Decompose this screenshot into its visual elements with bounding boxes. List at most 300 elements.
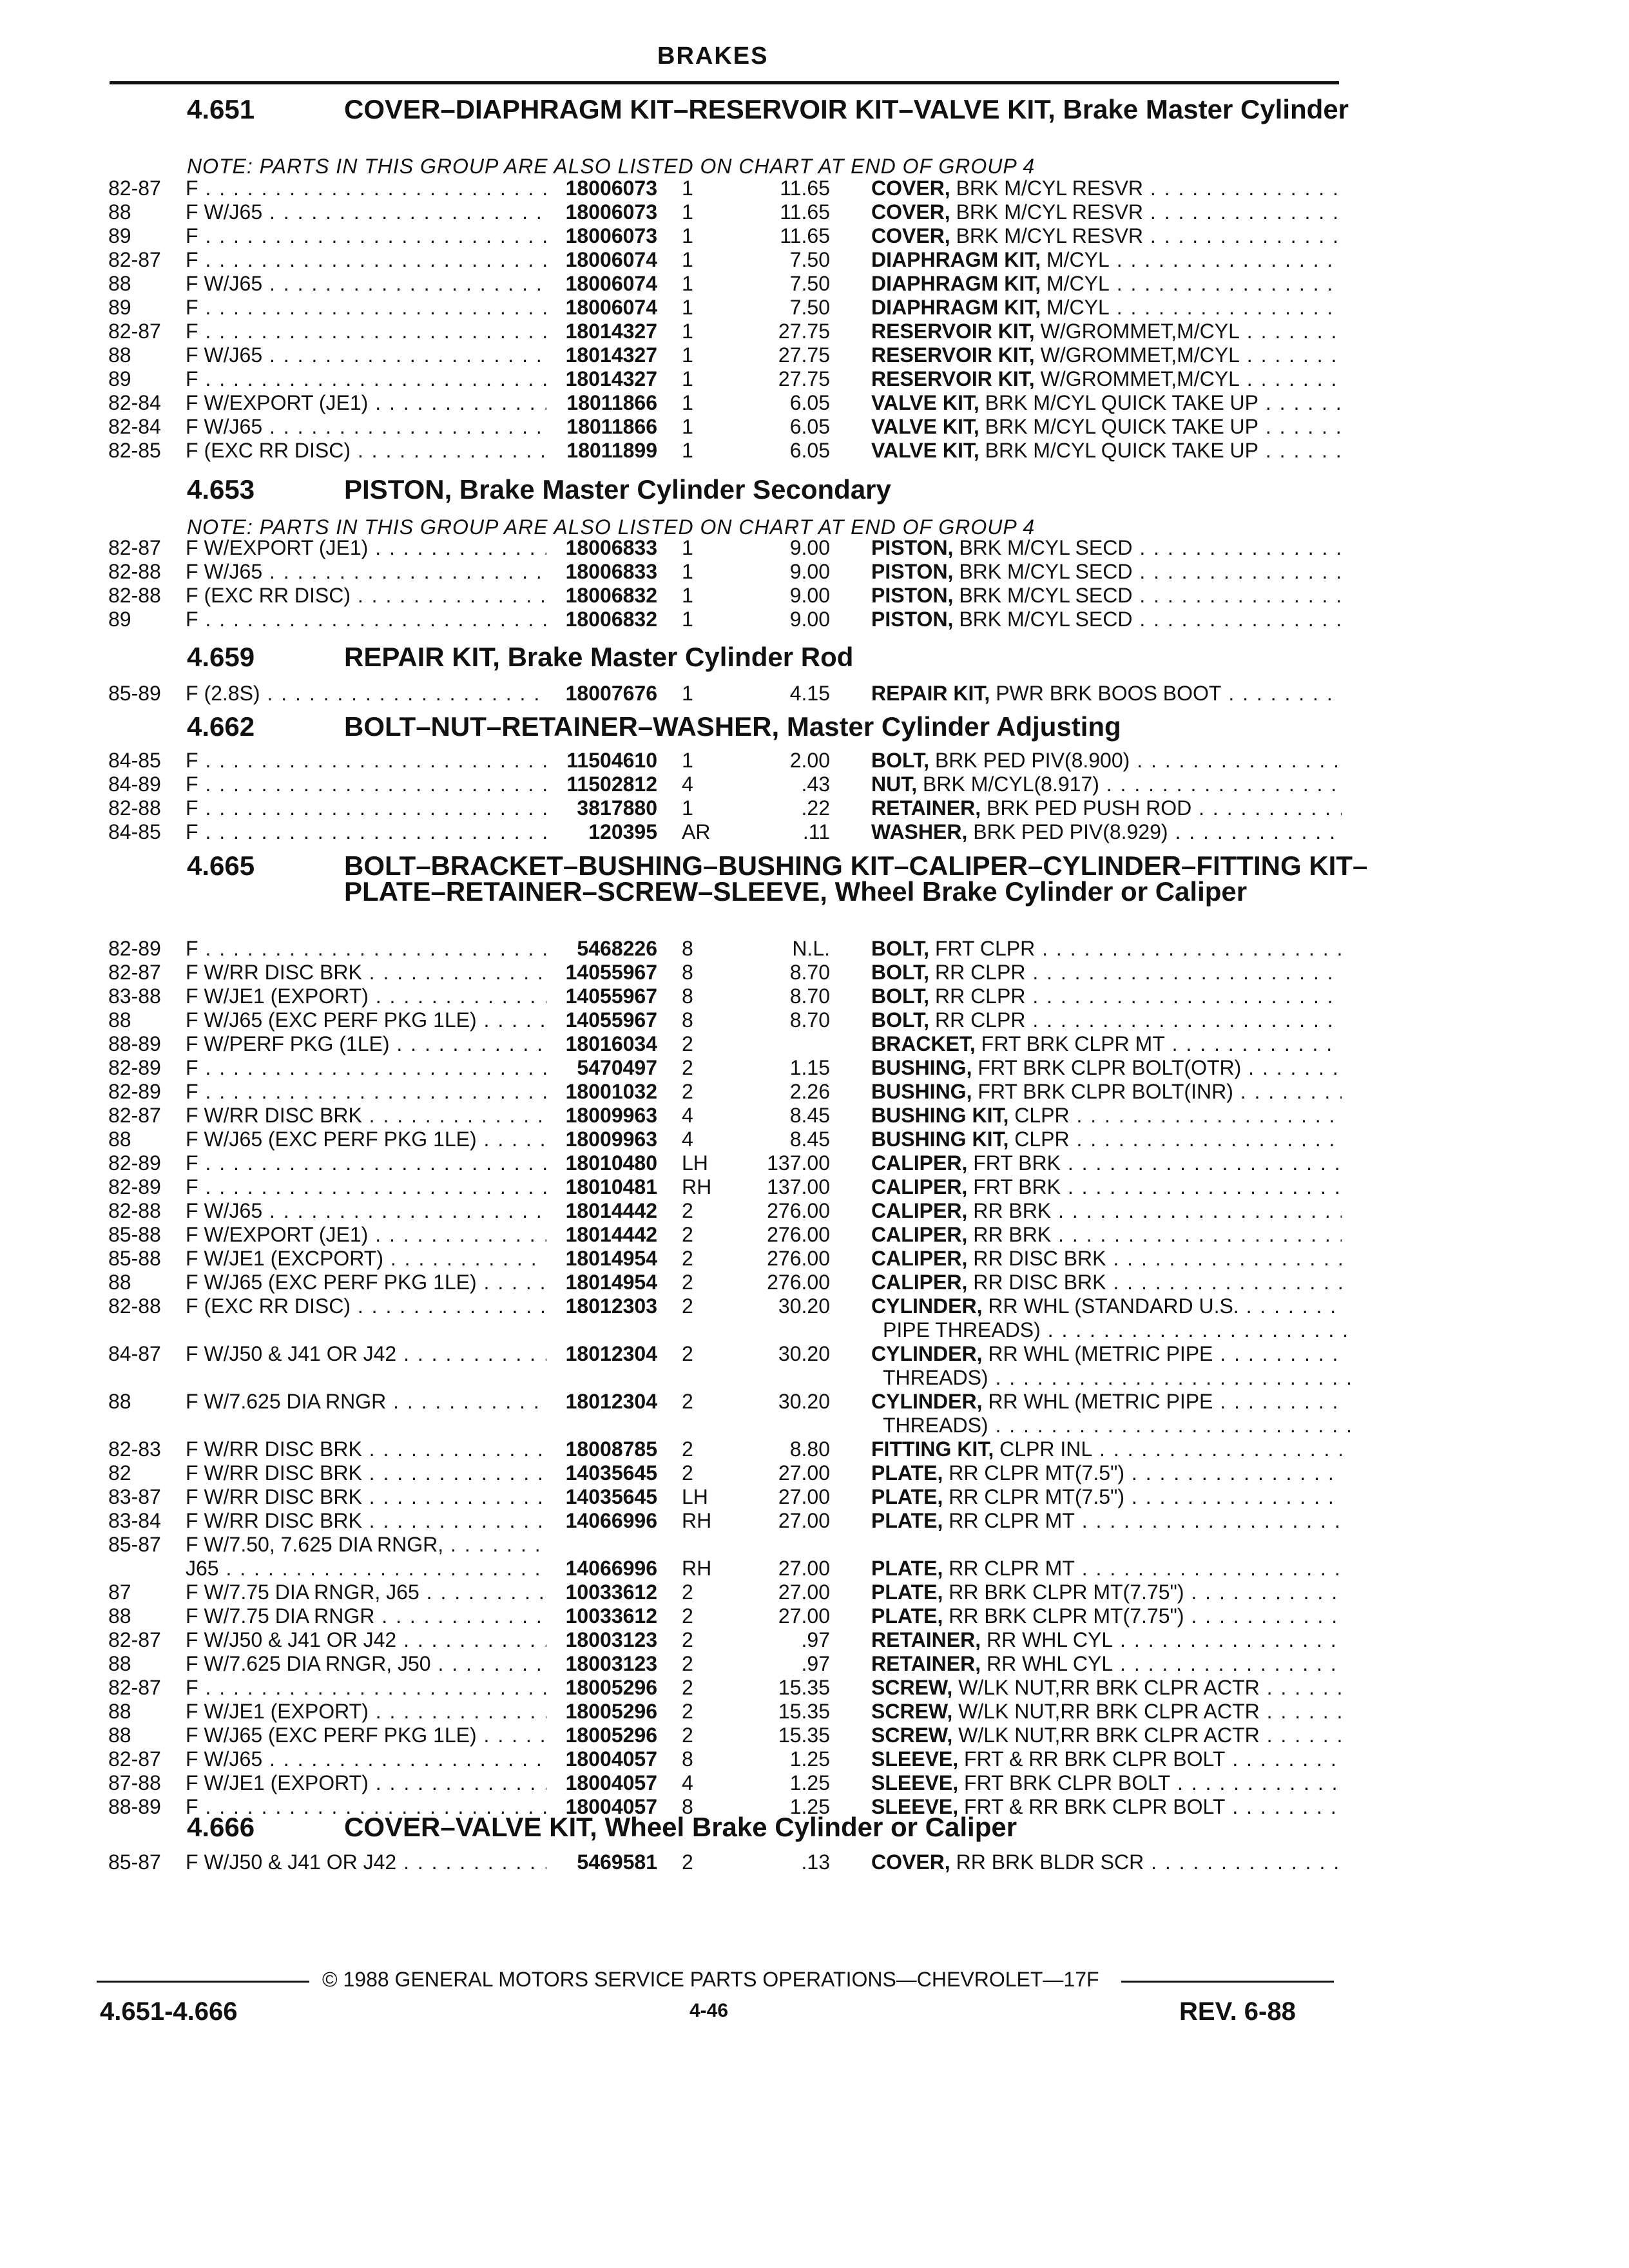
part-number: 5470497 [577,1056,657,1079]
part-name-noun: RETAINER, [871,796,981,820]
table-row [0,1581,1629,1604]
table-row [0,439,1629,463]
part-name-noun: PISTON, [871,584,954,607]
table-row [0,1223,1629,1247]
list-price: 7.50 [789,272,830,295]
part-number: 18006833 [565,560,657,583]
application-description: F W/7.75 DIA RNGR, J65 . . . [186,1581,546,1604]
part-name-detail: BRK M/CYL RESVR [950,200,1144,224]
part-number: 14055967 [565,961,657,984]
model-years: 82-88 [108,1294,161,1318]
part-name [871,985,1342,1008]
quantity: 2 [682,1581,693,1604]
part-name-noun: WASHER, [871,820,968,843]
part-number: 18009963 [565,1104,657,1127]
quantity: 8 [682,1795,693,1818]
part-name [871,1128,1342,1151]
table-row [0,1557,1629,1581]
part-number: 18006073 [565,200,657,224]
table-row [0,536,1629,560]
part-name-detail: FRT BRK CLPR BOLT [958,1771,1171,1794]
group-number: 4.659 [187,642,255,672]
part-name [871,1199,1342,1223]
quantity: 2 [682,1700,693,1723]
model-years: 82-87 [108,1104,161,1127]
part-name [871,1080,1342,1104]
footer-rule-left [97,1981,309,1983]
part-name-detail: BRK M/CYL QUICK TAKE UP [979,439,1258,462]
quantity: 1 [682,536,693,559]
part-number: 18003123 [565,1628,657,1651]
part-name-noun: CYLINDER, [871,1294,983,1318]
application-description: F . . . [186,749,546,773]
model-years: 85-89 [108,682,161,705]
quantity: 2 [682,1199,693,1222]
application-description: F W/J65 . . . [186,1199,546,1223]
quantity: 1 [682,296,693,319]
quantity: 4 [682,1104,693,1127]
part-name-noun: RETAINER, [871,1628,981,1651]
table-row [0,1414,1629,1437]
quantity: RH [682,1175,712,1198]
part-number: 120395 [588,820,657,843]
quantity: 2 [682,1390,693,1413]
table-row [0,820,1629,844]
model-years: 89 [108,608,131,631]
part-number: 18012304 [565,1342,657,1365]
part-name-detail: RR BRK [967,1199,1052,1222]
application-description: F . . . [186,773,546,796]
application-description: F . . . [186,1151,546,1175]
application-description: F . . . [186,1795,546,1819]
part-name-noun: VALVE KIT, [871,415,979,438]
quantity: LH [682,1485,708,1508]
part-name-noun: CYLINDER, [871,1342,983,1365]
application-description: F (EXC RR DISC) . . . [186,439,546,463]
list-price: 7.50 [789,248,830,271]
list-price: 137.00 [767,1151,830,1175]
part-name [871,796,1342,820]
part-name-noun: PISTON, [871,608,954,631]
list-price: 11.65 [780,224,830,247]
part-name [871,224,1342,248]
model-years: 82-88 [108,560,161,583]
model-years: 88 [108,1128,131,1151]
model-years: 88 [108,1700,131,1723]
table-row [0,1461,1629,1485]
application-description: F W/J65 (EXC PERF PKG 1LE) . . . [186,1271,546,1294]
part-name-detail: BRK M/CYL(8.917) [917,773,1099,796]
application-description: F W/JE1 (EXPORT) . . . [186,985,546,1008]
application-description: F . . . [186,796,546,820]
part-name [871,343,1342,367]
part-name-detail: RR DISC BRK [967,1271,1106,1294]
model-years: 87-88 [108,1771,161,1794]
model-years: 82-87 [108,1676,161,1699]
group-note: NOTE: PARTS IN THIS GROUP ARE ALSO LISTED ON CHART AT END OF GROUP 4 [187,155,1036,178]
part-name [871,1747,1342,1771]
model-years: 82-88 [108,584,161,607]
application-description: F W/J65 . . . [186,560,546,584]
part-name [871,1461,1342,1485]
model-years: 88 [108,1652,131,1675]
part-name-detail: BRK M/CYL SECD [953,536,1133,559]
list-price: 27.00 [778,1461,830,1485]
part-name-detail: PWR BRK BOOS BOOT [990,682,1222,705]
part-name-detail: RR CLPR [929,961,1026,984]
list-price: 9.00 [789,536,830,559]
list-price: N.L. [792,937,830,960]
model-years: 85-87 [108,1850,161,1874]
part-name-detail: RR WHL CYL [981,1628,1113,1651]
list-price: 27.75 [778,320,830,343]
application-description: F W/7.625 DIA RNGR . . . [186,1390,546,1414]
table-row [0,1747,1629,1771]
quantity: 1 [682,343,693,367]
model-years: 88-89 [108,1032,161,1055]
table-row [0,1604,1629,1628]
quantity: 1 [682,608,693,631]
part-name-detail: BRK M/CYL RESVR [950,224,1144,247]
model-years: 82-87 [108,1747,161,1771]
part-name-noun: CALIPER, [871,1199,968,1222]
list-price: 27.00 [778,1509,830,1532]
quantity: 1 [682,200,693,224]
list-price: 27.75 [778,367,830,390]
model-years: 82-84 [108,391,161,414]
part-name-noun: BRACKET, [871,1032,976,1055]
quantity: 8 [682,985,693,1008]
part-name [871,1850,1342,1874]
part-name-noun: BOLT, [871,937,930,960]
table-row [0,343,1629,367]
application-description: F . . . [186,296,546,320]
part-name-noun: BUSHING KIT, [871,1104,1009,1127]
table-row [0,1724,1629,1747]
list-price: 15.35 [778,1676,830,1699]
part-number: 18014954 [565,1271,657,1294]
part-number: 18006833 [565,536,657,559]
application-description: F . . . [186,367,546,391]
part-number: 18011866 [566,391,657,414]
part-name-detail: BRK M/CYL SECD [953,584,1133,607]
application-description: F W/J65 . . . [186,343,546,367]
part-name [871,177,1342,200]
part-name [871,1056,1342,1080]
part-name-detail: W/GROMMET,M/CYL [1034,320,1240,343]
quantity: 1 [682,682,693,705]
quantity: 2 [682,1032,693,1055]
group-number: 4.651 [187,94,255,124]
quantity: LH [682,1151,708,1175]
quantity: 2 [682,1223,693,1246]
application-description: F W/7.50, 7.625 DIA RNGR, . . . [186,1533,546,1557]
model-years: 88 [108,272,131,295]
part-name [871,536,1342,560]
quantity: 2 [682,1652,693,1675]
part-name-detail: W/GROMMET,M/CYL [1034,367,1240,390]
part-name-noun: RETAINER, [871,1652,981,1675]
part-name-noun: FITTING KIT, [871,1437,994,1461]
part-name-detail: BRK M/CYL SECD [953,608,1133,631]
part-name-noun: CALIPER, [871,1151,968,1175]
part-name-detail: M/CYL [1041,296,1110,319]
part-number: 18006073 [565,177,657,200]
part-name-detail: RR CLPR MT(7.5") [943,1485,1125,1508]
part-number: 18011866 [566,415,657,438]
table-row [0,200,1629,224]
list-price: .97 [801,1628,830,1651]
application-description: F . . . [186,820,546,844]
application-description: F W/RR DISC BRK . . . [186,1509,546,1533]
part-number: 18008785 [565,1437,657,1461]
part-name-noun: BOLT, [871,985,930,1008]
part-name-noun: SLEEVE, [871,1795,959,1818]
part-name-noun: DIAPHRAGM KIT, [871,272,1041,295]
part-name [883,1414,1353,1437]
application-description: F W/J65 (EXC PERF PKG 1LE) . . . [186,1724,546,1747]
part-name [871,584,1342,608]
model-years: 85-88 [108,1223,161,1246]
part-name-noun: RESERVOIR KIT, [871,320,1035,343]
part-number: 3817880 [577,796,657,820]
list-price: 9.00 [789,560,830,583]
application-description: F W/EXPORT (JE1) . . . [186,1223,546,1247]
application-description: F . . . [186,608,546,631]
quantity: 2 [682,1724,693,1747]
quantity: 2 [682,1056,693,1079]
part-name-noun: VALVE KIT, [871,391,979,414]
group-title: BOLT–NUT–RETAINER–WASHER, Master Cylinder Adjusting [344,711,1121,742]
list-price: 30.20 [778,1390,830,1413]
model-years: 82-87 [108,1628,161,1651]
table-row [0,1032,1629,1056]
list-price: 30.20 [778,1342,830,1365]
part-number: 18009963 [565,1128,657,1151]
part-name [871,296,1342,320]
list-price: 276.00 [767,1247,830,1270]
application-description: F . . . [186,224,546,248]
quantity: 2 [682,1294,693,1318]
part-name-detail: BRK M/CYL SECD [953,560,1133,583]
model-years: 89 [108,224,131,247]
part-number: 18005296 [565,1676,657,1699]
part-name-noun: RESERVOIR KIT, [871,367,1035,390]
list-price: 8.70 [789,961,830,984]
list-price: 8.70 [789,985,830,1008]
table-row [0,1008,1629,1032]
part-name-detail: FRT BRK CLPR MT [975,1032,1165,1055]
part-number: 18006074 [565,296,657,319]
list-price: 27.00 [778,1581,830,1604]
list-price: 276.00 [767,1199,830,1222]
part-number: 18004057 [565,1795,657,1818]
list-price: 27.75 [778,343,830,367]
model-years: 88 [108,343,131,367]
application-description: F W/EXPORT (JE1) . . . [186,536,546,560]
part-name [871,200,1342,224]
group-title: BOLT–BRACKET–BUSHING–BUSHING KIT–CALIPER–CYLINDER–FITTING KIT–PLATE–RETAINER–SCREW–SLEEVE, Wheel Brake Cylinder or Caliper [344,850,1368,907]
part-number: 18014442 [565,1223,657,1246]
part-name [871,961,1342,985]
application-description: F . . . [186,1175,546,1199]
model-years: 82-87 [108,320,161,343]
part-name-noun: DIAPHRAGM KIT, [871,248,1041,271]
part-name [871,1342,1342,1366]
table-row [0,1850,1629,1874]
quantity: 2 [682,1628,693,1651]
list-price: 1.25 [789,1795,830,1818]
quantity: 1 [682,177,693,200]
table-row [0,937,1629,961]
group-title: PISTON, Brake Master Cylinder Secondary [344,474,891,505]
group-number: 4.662 [187,711,255,742]
quantity: 8 [682,937,693,960]
part-number: 5469581 [577,1850,657,1874]
model-years: 88 [108,1390,131,1413]
part-name-detail: RR CLPR [929,985,1026,1008]
part-name [871,1008,1342,1032]
application-description: F W/J65 (EXC PERF PKG 1LE) . . . [186,1008,546,1032]
part-name [871,439,1342,463]
part-name-noun: COVER, [871,177,950,200]
part-name [871,1390,1342,1414]
header-rule [110,81,1339,84]
table-row [0,296,1629,320]
part-number: 18012303 [565,1294,657,1318]
quantity: 1 [682,224,693,247]
part-name [871,320,1342,343]
part-name-detail: FRT BRK CLPR BOLT(OTR) [972,1056,1242,1079]
list-price: 1.25 [789,1771,830,1794]
model-years: 82-89 [108,1080,161,1103]
model-years: 83-87 [108,1485,161,1508]
model-years: 82-87 [108,248,161,271]
part-name-noun: SCREW, [871,1724,953,1747]
table-row [0,1271,1629,1294]
part-number: 18014954 [565,1247,657,1270]
part-name [871,749,1342,773]
application-description: F W/EXPORT (JE1) . . . [186,391,546,415]
quantity: 1 [682,796,693,820]
model-years: 85-88 [108,1247,161,1270]
quantity: AR [682,820,711,843]
part-name [871,682,1342,706]
table-row [0,1628,1629,1652]
model-years: 88 [108,1604,131,1628]
part-name-noun: PLATE, [871,1604,943,1628]
application-description: F W/J65 . . . [186,1747,546,1771]
part-number: 14055967 [565,985,657,1008]
part-name-noun: SLEEVE, [871,1747,959,1771]
quantity: 1 [682,749,693,772]
part-name [871,1724,1342,1747]
application-description: F W/7.625 DIA RNGR, J50 . . . [186,1652,546,1676]
application-description: F . . . [186,320,546,343]
part-name-noun: NUT, [871,773,918,796]
quantity: 2 [682,1080,693,1103]
part-name [871,1175,1342,1199]
quantity: 8 [682,1008,693,1032]
part-name [871,1652,1342,1676]
quantity: 1 [682,272,693,295]
quantity: 1 [682,415,693,438]
part-name-detail: M/CYL [1041,272,1110,295]
part-name-detail: BRK PED PIV(8.929) [967,820,1168,843]
model-years: 88 [108,200,131,224]
application-description: F W/7.75 DIA RNGR . . . [186,1604,546,1628]
part-name [871,1151,1342,1175]
footer-revision: REV. 6-88 [1179,1997,1296,2026]
part-name-detail: RR BRK CLPR MT(7.75") [943,1604,1184,1628]
application-description: F . . . [186,248,546,272]
list-price: 9.00 [789,584,830,607]
quantity: 2 [682,1342,693,1365]
part-name-noun: CALIPER, [871,1223,968,1246]
part-name [871,415,1342,439]
part-name-noun: BUSHING, [871,1080,972,1103]
application-description: F W/PERF PKG (1LE) . . . [186,1032,546,1056]
part-name-detail: M/CYL [1041,248,1110,271]
model-years: 88-89 [108,1795,161,1818]
part-name-detail: RR CLPR MT(7.5") [943,1461,1125,1485]
quantity: 2 [682,1437,693,1461]
part-name-noun: PISTON, [871,536,954,559]
group-number: 4.666 [187,1812,255,1842]
footer-rule-right [1121,1981,1334,1983]
part-number: 18010481 [565,1175,657,1198]
quantity: 1 [682,320,693,343]
table-row [0,1199,1629,1223]
part-number: 18014327 [565,343,657,367]
application-description: F W/JE1 (EXPORT) . . . [186,1700,546,1724]
part-name [871,1604,1342,1628]
quantity: 4 [682,1771,693,1794]
part-name-detail: FRT BRK [967,1175,1061,1198]
table-row [0,224,1629,248]
list-price: 15.35 [778,1724,830,1747]
table-row [0,961,1629,985]
part-name-noun: PLATE, [871,1557,943,1580]
list-price: 1.15 [789,1056,830,1079]
quantity: 1 [682,367,693,390]
model-years: 82-89 [108,1175,161,1198]
part-number: 14035645 [565,1485,657,1508]
list-price: 6.05 [789,391,830,414]
group-number: 4.653 [187,474,255,505]
part-name [871,1247,1342,1271]
part-name-detail: RR BRK [967,1223,1052,1246]
table-row [0,682,1629,706]
part-name [871,1437,1342,1461]
model-years: 87 [108,1581,131,1604]
part-name-detail: THREADS) [883,1414,988,1437]
quantity: RH [682,1509,712,1532]
list-price: 6.05 [789,415,830,438]
quantity: 2 [682,1247,693,1270]
table-row [0,391,1629,415]
part-name-detail: RR DISC BRK [967,1247,1106,1270]
list-price: 8.45 [789,1128,830,1151]
part-name-noun: CYLINDER, [871,1390,983,1413]
model-years: 83-88 [108,985,161,1008]
application-description: F W/JE1 (EXCPORT) . . . [186,1247,546,1271]
application-description: F W/JE1 (EXPORT) . . . [186,1771,546,1795]
table-row [0,560,1629,584]
quantity: 1 [682,560,693,583]
part-name [871,1700,1342,1724]
part-number: 18014442 [565,1199,657,1222]
